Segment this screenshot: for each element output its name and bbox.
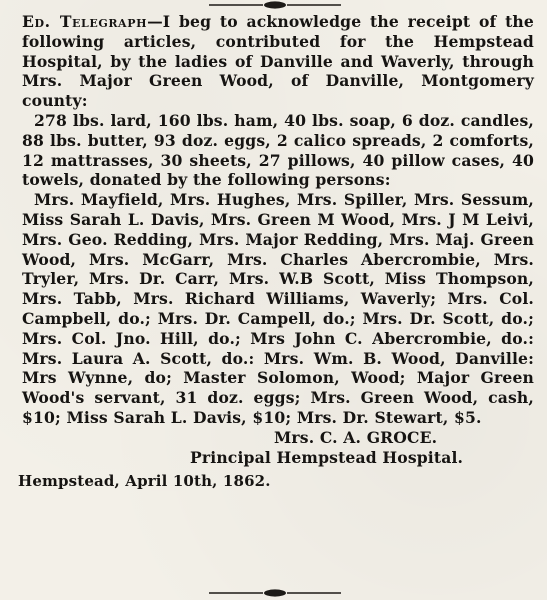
items-paragraph: 278 lbs. lard, 160 lbs. ham, 40 lbs. soap, 6 doz. candles, 88 lbs. butter, 93 doz. eggs, 2 calico spreads, 2 comforts, 12 mattrasses, 30 sheets, 27 pillows, 40 pillow cases, 40 towels, donated by the following persons:	[22, 110, 534, 190]
donors-paragraph: Mrs. Mayfield, Mrs. Hughes, Mrs. Spiller, Mrs. Sessum, Miss Sarah L. Davis, Mrs. Green M Wood, Mrs. J M Leivi, Mrs. Geo. Redding, Mrs. Major Redding, Mrs. Maj. Green Wood, Mrs. McGarr, Mrs. Charles Abercrombie, Mrs. Tryler, Mrs. Dr. Carr, Mrs. W.B Scott, Miss Thompson, Mrs. Tabb, Mrs. Richard Williams, Waverly; Mrs. Col. Campbell, do.; Mrs. Dr. Campell, do.; Mrs. Dr. Scott, do.; Mrs. Col. Jno. Hill, do.; Mrs John C. Abercrombie, do.: Mrs. Laura A. Scott, do.: Mrs. Wm. B. Wood, Danville: Mrs Wynne, do; Master Solomon, Wood; Major Green Wood's servant, 31 doz. eggs; Mrs. Green Wood, cash, $10; Miss Sarah L. Davis, $10; Mrs. Dr. Stewart, $5.	[22, 190, 534, 427]
article-body	[18, 12, 534, 492]
intro-paragraph	[22, 12, 534, 111]
salutation: Ed. Telegraph	[22, 12, 148, 31]
top-ornamental-rule	[205, 0, 345, 10]
intro-text: —I beg to acknowledge the receipt of the following articles, contributed for the Hempstead Hospital, by the ladies of Danville and Waverly, through Mrs. Major Green Wood, of Danville, Montgomery county:	[22, 12, 534, 111]
signature-name: Mrs. C. A. GROCE.	[274, 427, 438, 447]
bottom-ornamental-rule	[205, 588, 345, 598]
signature-title: Principal Hempstead Hospital.	[190, 447, 464, 467]
dateline: Hempstead, April 10th, 1862.	[18, 472, 271, 491]
